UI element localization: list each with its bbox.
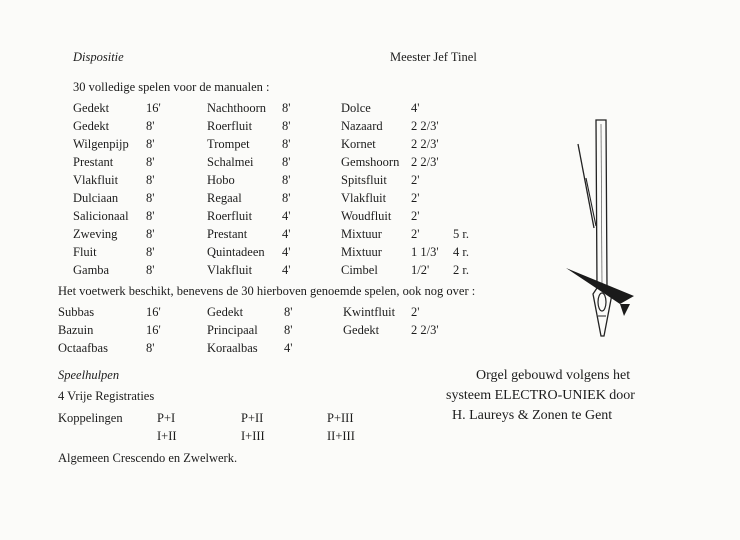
manual-stop-pitch: 2' [411, 227, 420, 241]
manual-stop-name: Salicionaal [73, 209, 129, 223]
manual-intro: 30 volledige spelen voor de manualen : [73, 80, 270, 94]
manual-stop-ranks: 2 r. [453, 263, 469, 277]
manual-stop-pitch: 8' [282, 173, 291, 187]
manual-stop-pitch: 4' [282, 263, 291, 277]
pedal-stop-pitch: 16' [146, 323, 161, 337]
manual-stop-name: Gedekt [73, 101, 110, 115]
manual-stop-pitch: 8' [282, 191, 291, 205]
manual-stop-name: Dolce [341, 101, 371, 115]
pedal-stop-pitch: 16' [146, 305, 161, 319]
manual-stop-name: Vlakfluit [341, 191, 387, 205]
manual-stop-name: Schalmei [207, 155, 254, 169]
manual-stop-name: Nazaard [341, 119, 383, 133]
coupler-p-ii: P+II [241, 411, 264, 425]
manual-stop-pitch: 2 2/3' [411, 155, 439, 169]
coupler-i-ii: I+II [157, 429, 177, 443]
manual-stop-name: Fluit [73, 245, 97, 259]
manual-stop-pitch: 4' [282, 227, 291, 241]
manual-stop-name: Prestant [73, 155, 114, 169]
pedal-stop-pitch: 8' [284, 323, 293, 337]
manual-stop-pitch: 16' [146, 101, 161, 115]
manual-stop-pitch: 8' [282, 155, 291, 169]
pedal-stop-name: Bazuin [58, 323, 94, 337]
manual-stop-name: Prestant [207, 227, 248, 241]
coupler-ii-iii: II+III [327, 429, 355, 443]
organ-pipe-illustration [560, 118, 650, 348]
pedal-stop-name: Kwintfluit [343, 305, 396, 319]
pedal-stop-name: Koraalbas [207, 341, 258, 355]
manual-stop-pitch: 8' [146, 209, 155, 223]
manual-stop-pitch: 8' [146, 173, 155, 187]
manual-stop-name: Cimbel [341, 263, 378, 277]
manual-stop-name: Mixtuur [341, 245, 382, 259]
organist-name: Meester Jef Tinel [390, 50, 477, 64]
manual-stop-name: Spitsfluit [341, 173, 387, 187]
manual-stop-name: Nachthoorn [207, 101, 267, 115]
pedal-stop-name: Subbas [58, 305, 95, 319]
coupler-p-iii: P+III [327, 411, 354, 425]
manual-stop-pitch: 8' [282, 101, 291, 115]
manual-stop-name: Dulciaan [73, 191, 119, 205]
pedal-stop-name: Gedekt [343, 323, 380, 337]
pedal-stop-pitch: 8' [284, 305, 293, 319]
coupler-p-i: P+I [157, 411, 176, 425]
manual-stop-pitch: 8' [146, 263, 155, 277]
section-title-dispositie: Dispositie [73, 50, 124, 64]
builder-line-1: Orgel gebouwd volgens het [476, 368, 631, 383]
vrije-registraties: 4 Vrije Registraties [58, 389, 155, 403]
manual-stop-pitch: 4' [282, 209, 291, 223]
pedal-intro: Het voetwerk beschikt, benevens de 30 hierboven genoemde spelen, ook nog over : [58, 284, 476, 298]
pedal-stop-pitch: 2 2/3' [411, 323, 439, 337]
manual-stop-pitch: 2 2/3' [411, 137, 439, 151]
pedal-stop-name: Octaafbas [58, 341, 108, 355]
manual-stop-name: Vlakfluit [207, 263, 253, 277]
builder-line-2: systeem ELECTRO-UNIEK door [446, 388, 635, 403]
koppelingen-label: Koppelingen [58, 411, 123, 425]
manual-stop-pitch: 8' [146, 245, 155, 259]
manual-stop-name: Gamba [73, 263, 110, 277]
manual-stop-name: Zweving [73, 227, 118, 241]
pedal-stop-pitch: 8' [146, 341, 155, 355]
manual-stop-ranks: 5 r. [453, 227, 469, 241]
manual-stop-pitch: 2 2/3' [411, 119, 439, 133]
manual-stop-name: Woudfluit [341, 209, 392, 223]
builder-line-3: H. Laureys & Zonen te Gent [452, 408, 613, 423]
manual-stop-pitch: 8' [146, 155, 155, 169]
manual-stop-pitch: 8' [282, 119, 291, 133]
manual-stop-name: Hobo [207, 173, 235, 187]
coupler-i-iii: I+III [241, 429, 265, 443]
pedal-stop-pitch: 4' [284, 341, 293, 355]
manual-stop-pitch: 8' [146, 191, 155, 205]
manual-stop-pitch: 2' [411, 209, 420, 223]
manual-stop-name: Wilgenpijp [73, 137, 129, 151]
manual-stop-name: Regaal [207, 191, 242, 205]
manual-stop-name: Mixtuur [341, 227, 382, 241]
manual-stop-pitch: 2' [411, 173, 420, 187]
pedal-stop-pitch: 2' [411, 305, 420, 319]
manual-stop-name: Gemshoorn [341, 155, 400, 169]
manual-stop-name: Kornet [341, 137, 376, 151]
crescendo-line: Algemeen Crescendo en Zwelwerk. [58, 451, 238, 465]
manual-stop-name: Gedekt [73, 119, 110, 133]
manual-stop-pitch: 1 1/3' [411, 245, 439, 259]
manual-stop-pitch: 4' [411, 101, 420, 115]
manual-stop-pitch: 1/2' [411, 263, 430, 277]
manual-stop-name: Trompet [207, 137, 250, 151]
speelhulpen-title: Speelhulpen [58, 368, 120, 382]
manual-stop-pitch: 2' [411, 191, 420, 205]
manual-stop-pitch: 8' [146, 227, 155, 241]
pedal-stop-name: Gedekt [207, 305, 244, 319]
manual-stop-pitch: 4' [282, 245, 291, 259]
manual-stop-pitch: 8' [146, 119, 155, 133]
manual-stop-pitch: 8' [282, 137, 291, 151]
manual-stop-name: Vlakfluit [73, 173, 119, 187]
manual-stop-ranks: 4 r. [453, 245, 469, 259]
pedal-stop-name: Principaal [207, 323, 258, 337]
manual-stop-name: Roerfluit [207, 119, 253, 133]
manual-stop-pitch: 8' [146, 137, 155, 151]
manual-stop-name: Roerfluit [207, 209, 253, 223]
manual-stop-name: Quintadeen [207, 245, 265, 259]
